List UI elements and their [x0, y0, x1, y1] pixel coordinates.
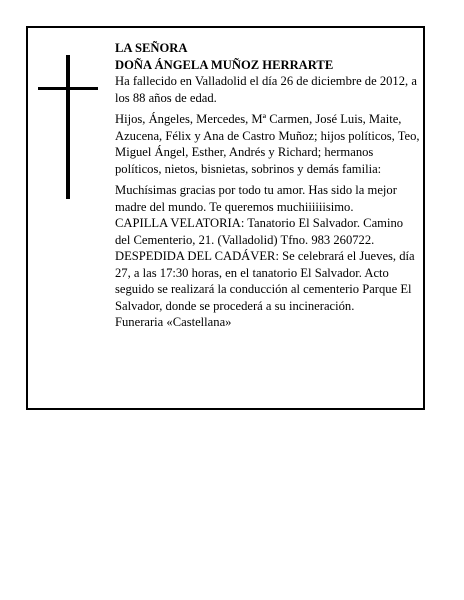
cross-vertical-bar [66, 55, 70, 199]
obituary-text [115, 40, 421, 331]
death-announcement: Ha fallecido en Valladolid el día 26 de diciembre de 2012, a los 88 años de edad. [115, 74, 417, 105]
obituary-notice [26, 26, 425, 410]
notice-title: LA SEÑORA [115, 41, 188, 55]
funeral-home: Funeraria «Castellana» [115, 315, 232, 329]
deceased-name: DOÑA ÁNGELA MUÑOZ HERRARTE [115, 57, 334, 72]
cross-icon [38, 55, 98, 199]
funeral-details: CAPILLA VELATORIA: Tanatorio El Salvador. Camino del Cementerio, 21. (Valladolid) Tfno. 983 260722. DESPEDIDA DEL CADÁVER: Se celebrará el Jueves, día 27, a las 17:30 horas, en el tanatorio El Salvador. Acto seguido se realizará la conducción al cementerio Parque El Salvador, donde se procederá a su incineración. [115, 216, 415, 313]
cross-horizontal-bar [38, 87, 98, 90]
family-list: Hijos, Ángeles, Mercedes, Mª Carmen, José Luis, Maite, Azucena, Félix y Ana de Castro Muñoz; hijos políticos, Teo, Miguel Ángel, Esther, Andrés y Richard; hermanos políticos, nietos, bisnietas, sobrinos y demás familia: [115, 112, 420, 176]
farewell-message: Muchísimas gracias por todo tu amor. Has sido la mejor madre del mundo. Te queremos muchiiiiiisimo. [115, 183, 397, 214]
